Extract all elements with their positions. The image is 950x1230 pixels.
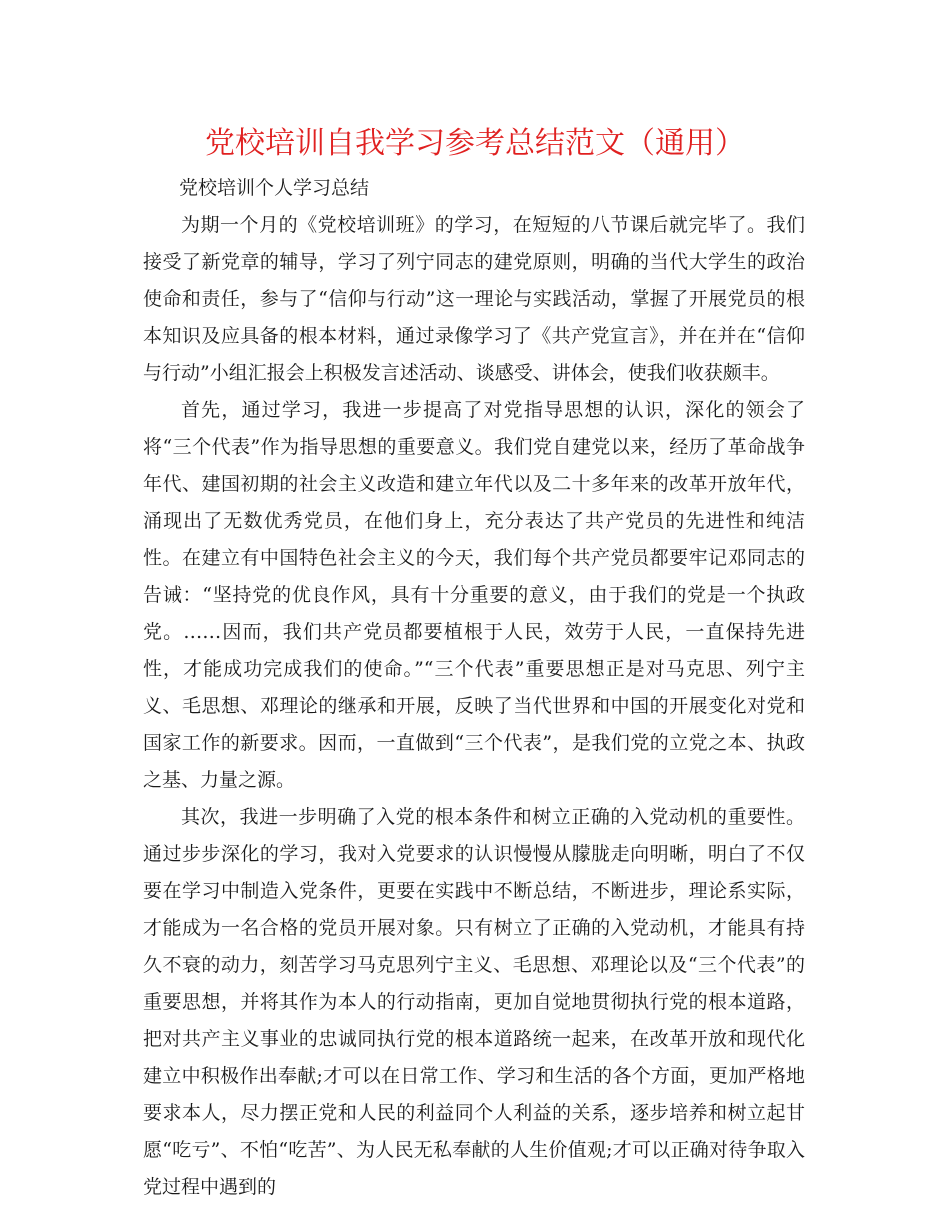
paragraph-1: 为期一个月的《党校培训班》的学习，在短短的八节课后就完毕了。我们接受了新党章的辅导，学习了列宁同志的建党原则，明确的当代大学生的政治使命和责任，参与了“信仰与行动”这一理论与实践活动，掌握了开展党员的根本知识及应具备的根本材料，通过录像学习了《共产党宣言》，并在并在“信仰与行动”小组汇报会上积极发言述活动、谈感受、讲体会，使我们收获颇丰。 bbox=[143, 214, 805, 384]
document-body bbox=[143, 170, 805, 1206]
document-title: 党校培训自我学习参考总结范文（通用） bbox=[205, 126, 745, 161]
paragraph-2: 首先，通过学习，我进一步提高了对党指导思想的认识，深化的领会了将“三个代表”作为指导思想的重要意义。我们党自建党以来，经历了革命战争年代、建国初期的社会主义改造和建立年代以及二十多年来的改革开放年代，涌现出了无数优秀党员，在他们身上，充分表达了共产党员的先进性和纯洁性。在建立有中国特色社会主义的今天，我们每个共产党员都要牢记邓同志的告诫：“坚持党的优良作风，具有十分重要的意义，由于我们的党是一个执政党。……因而，我们共产党员都要植根于人民，效劳于人民，一直保持先进性，才能成功完成我们的使命。”“三个代表”重要思想正是对马克思、列宁主义、毛思想、邓理论的继承和开展，反映了当代世界和中国的开展变化对党和国家工作的新要求。因而，一直做到“三个代表”，是我们党的立党之本、执政之基、力量之源。 bbox=[143, 399, 805, 791]
document-subtitle: 党校培训个人学习总结 bbox=[179, 177, 370, 199]
paragraph-3: 其次，我进一步明确了入党的根本条件和树立正确的入党动机的重要性。通过步步深化的学习，我对入党要求的认识慢慢从朦胧走向明晰，明白了不仅要在学习中制造入党条件，更要在实践中不断总结，不断进步，理论系实际，才能成为一名合格的党员开展对象。只有树立了正确的入党动机，才能具有持久不衰的动力，刻苦学习马克思列宁主义、毛思想、邓理论以及“三个代表”的重要思想，并将其作为本人的行动指南，更加自觉地贯彻执行党的根本道路，把对共产主义事业的忠诚同执行党的根本道路统一起来，在改革开放和现代化建立中积极作出奉献;才可以在日常工作、学习和生活的各个方面，更加严格地要求本人，尽力摆正党和人民的利益同个人利益的关系，逐步培养和树立起甘愿“吃亏”、不怕“吃苦”、为人民无私奉献的人生价值观;才可以正确对待争取入党过程中遇到的 bbox=[143, 806, 805, 1198]
